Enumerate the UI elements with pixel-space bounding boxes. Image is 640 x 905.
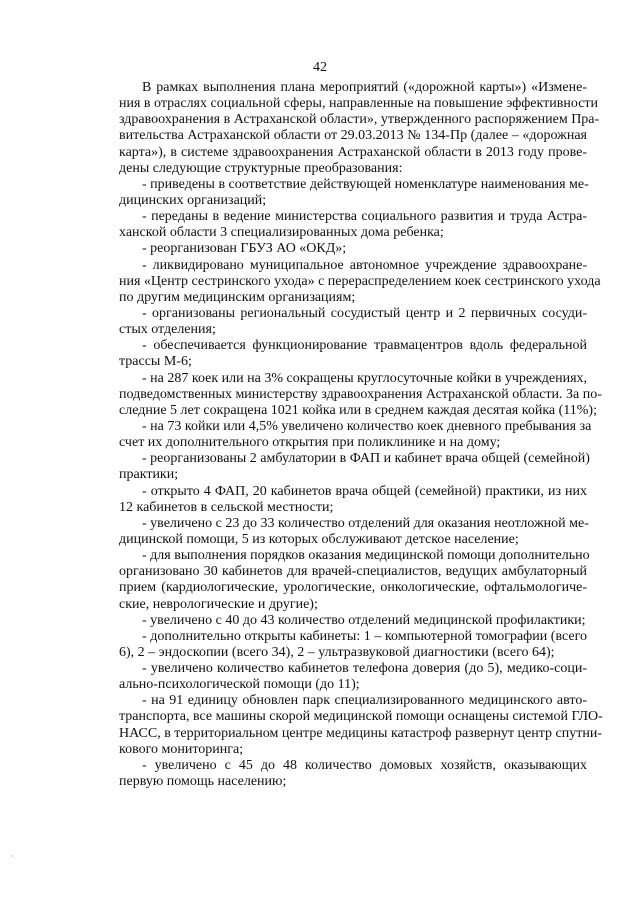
text-line: дены следующие структурные преобразования:	[119, 160, 403, 176]
text-line: ские, неврологические и другие);	[119, 596, 318, 612]
text-line: - дополнительно открыты кабинеты: 1 – компьютерной томографии (всего	[142, 628, 587, 644]
text-line: транспорта, все машины скорой медицинской помощи оснащены системой ГЛО-	[119, 709, 603, 725]
text-line: первую помощь населению;	[119, 774, 287, 790]
text-line: ния «Центр сестринского ухода» с перераспределением коек сестринского ухода	[119, 273, 601, 289]
text-line: - увеличено количество кабинетов телефона доверия (до 5), медико-соци-	[142, 661, 587, 677]
text-line: следние 5 лет сокращена 1021 койка или в среднем каждая десятая койка (11%);	[119, 402, 597, 418]
text-line: подведомственных министерству здравоохранения Астраханской области. За по-	[119, 386, 602, 402]
text-line: практики;	[119, 467, 179, 483]
text-line: - на 287 коек или на 3% сокращены круглосуточные койки в учреждениях,	[142, 370, 588, 386]
text-line: - реорганизован ГБУЗ АО «ОКД»;	[142, 241, 347, 257]
text-line: - открыто 4 ФАП, 20 кабинетов врача общей (семейной) практики, из них	[142, 483, 587, 499]
text-line: прием (кардиологические, урологические, онкологические, офтальмологиче-	[119, 580, 587, 596]
text-line: - на 73 койки или 4,5% увеличено количество коек дневного пребывания за	[142, 418, 592, 434]
body-text	[119, 80, 603, 790]
text-line: В рамках выполнения плана мероприятий («дорожной карты») «Измене-	[142, 80, 587, 95]
text-line: - организованы региональный сосудистый центр и 2 первичных сосуди-	[142, 305, 587, 321]
page-number: 42	[313, 60, 327, 75]
text-line: - приведены в соответствие действующей номенклатуре наименования ме-	[142, 176, 589, 192]
text-line: кового мониторинга;	[119, 741, 244, 757]
text-line: ханской области 3 специализированных дома ребенка;	[119, 225, 444, 241]
text-line: карта»), в системе здравоохранения Астраханской области в 2013 году прове-	[119, 144, 587, 160]
text-line: НАСС, в территориальном центре медицины катастроф развернут центр спутни-	[119, 725, 603, 741]
text-line: - увеличено с 23 до 33 количество отделений для оказания неотложной ме-	[142, 515, 589, 531]
text-line: - реорганизованы 2 амбулатории в ФАП и кабинет врача общей (семейной)	[142, 451, 590, 467]
text-line: организовано 30 кабинетов для врачей-специалистов, ведущих амбулаторный	[119, 564, 587, 580]
text-line: - для выполнения порядков оказания медицинской помощи дополнительно	[142, 548, 590, 564]
text-line: 12 кабинетов в сельской местности;	[119, 499, 334, 515]
text-line: дицинских организаций;	[119, 192, 267, 208]
text-line: - ликвидировано муниципальное автономное учреждение здравоохране-	[142, 257, 587, 273]
text-line: ально-психологической помощи (до 11);	[119, 677, 360, 693]
text-line: - увеличено с 45 до 48 количество домовых хозяйств, оказывающих	[142, 757, 587, 773]
text-line: ния в отраслях социальной сферы, направленные на повышение эффективности	[119, 96, 599, 112]
text-line: 6), 2 – эндоскопии (всего 34), 2 – ультразвуковой диагностики (всего 64);	[119, 644, 555, 660]
text-line: стых отделения;	[119, 322, 216, 338]
text-line: трассы М-6;	[119, 354, 192, 370]
text-line: - увеличено с 40 до 43 количество отделений медицинской профилактики;	[142, 612, 586, 628]
text-line: счет их дополнительного открытия при поликлинике и на дому;	[119, 435, 501, 451]
text-line: здравоохранения в Астраханской области», утвержденного распоряжением Пра-	[119, 112, 600, 128]
text-line: дицинской помощи, 5 из которых обслуживают детское население;	[119, 531, 519, 547]
scan-mark: ·	[11, 852, 14, 861]
text-line: вительства Астраханской области от 29.03.2013 № 134-Пр (далее – «дорожная	[119, 128, 587, 144]
text-line: - обеспечивается функционирование травмацентров вдоль федеральной	[142, 338, 587, 354]
text-line: по другим медицинским организациям;	[119, 289, 356, 305]
text-line: - переданы в ведение министерства социального развития и труда Астра-	[142, 209, 587, 225]
text-line: - на 91 единицу обновлен парк специализированного медицинского авто-	[142, 693, 587, 709]
